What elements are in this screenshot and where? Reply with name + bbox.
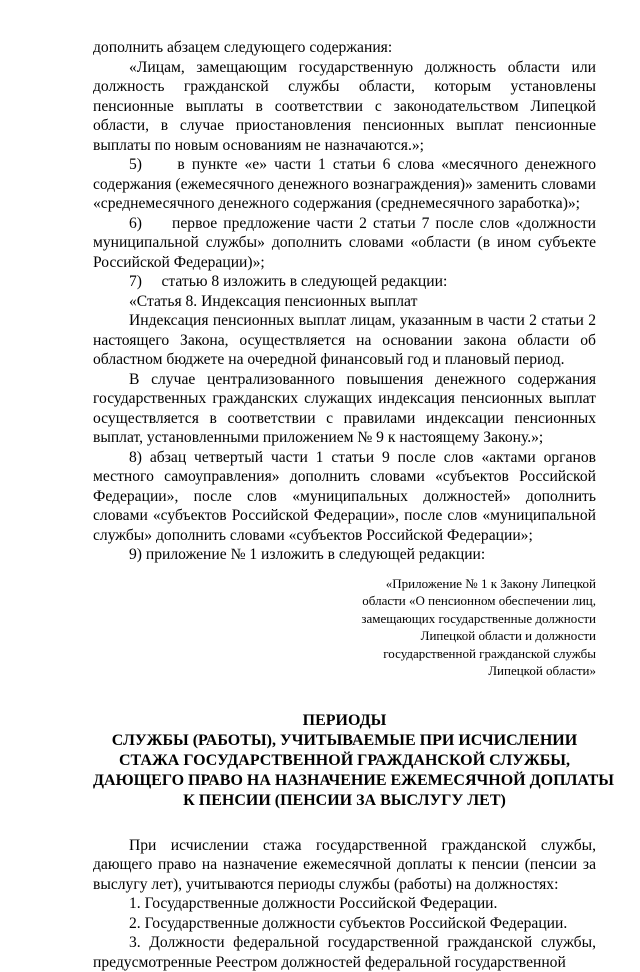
title-line: СТАЖА ГОСУДАРСТВЕННОЙ ГРАЖДАНСКОЙ СЛУЖБЫ, xyxy=(93,751,596,771)
appendix-line: области «О пенсионном обеспечении лиц, xyxy=(307,592,596,610)
paragraph-centralized-increase: В случае централизованного повышения денежного содержания государственных гражданских служащих индексация пенсионных выплат осуществляется в соответствии с правилами индексации пенсионных выплат, установленными приложением № 9 к настоящему Закону.»; xyxy=(93,370,596,448)
appendix-reference xyxy=(93,575,596,680)
paragraph-periods-intro: При исчислении стажа государственной гражданской службы, дающего право на назначение ежемесячной доплаты к пенсии (пенсии за выслугу лет), учитываются периоды службы (работы) на должностях: xyxy=(93,836,596,895)
paragraph-item-9: 9) приложение № 1 изложить в следующей редакции: xyxy=(93,545,596,565)
title-line: ДАЮЩЕГО ПРАВО НА НАЗНАЧЕНИЕ ЕЖЕМЕСЯЧНОЙ ДОПЛАТЫ xyxy=(93,771,596,791)
paragraph-article-8-title: «Статья 8. Индексация пенсионных выплат xyxy=(93,292,596,312)
section-title xyxy=(93,711,596,811)
paragraph-period-2: 2. Государственные должности субъектов Российской Федерации. xyxy=(93,914,596,934)
appendix-line: Липецкой области и должности xyxy=(307,627,596,645)
paragraph-item-6: 6) первое предложение части 2 статьи 7 после слов «должности муниципальной службы» дополнить словами «области (в ином субъекте Российской Федерации)»; xyxy=(93,214,596,273)
appendix-line: Липецкой области» xyxy=(307,662,596,680)
title-line: ПЕРИОДЫ xyxy=(93,711,596,731)
title-line: К ПЕНСИИ (ПЕНСИИ ЗА ВЫСЛУГУ ЛЕТ) xyxy=(93,791,596,811)
appendix-line: замещающих государственные должности xyxy=(307,610,596,628)
paragraph-period-3: 3. Должности федеральной государственной гражданской службы, предусмотренные Реестром должностей федеральной государственной xyxy=(93,933,596,972)
paragraph-item-8: 8) абзац четвертый части 1 статьи 9 после слов «актами органов местного самоуправления» дополнить словами «субъектов Российской Федерации», после слов «муниципальных должностей» дополнить словами «субъектов Российской Федерации», после слов «муниципальной службы» дополнить словами «субъектов Российской Федерации»; xyxy=(93,448,596,546)
title-line: СЛУЖБЫ (РАБОТЫ), УЧИТЫВАЕМЫЕ ПРИ ИСЧИСЛЕНИИ xyxy=(93,731,596,751)
paragraph-intro: дополнить абзацем следующего содержания: xyxy=(93,38,596,58)
periods-section xyxy=(93,836,596,972)
appendix-line: «Приложение № 1 к Закону Липецкой xyxy=(307,575,596,593)
paragraph-item-7: 7) статью 8 изложить в следующей редакции: xyxy=(93,272,596,292)
paragraph-period-1: 1. Государственные должности Российской Федерации. xyxy=(93,894,596,914)
document-content xyxy=(93,38,596,972)
paragraph-quote: «Лицам, замещающим государственную должность области или должность гражданской службы области, которым установлены пенсионные выплаты в соответствии с законодательством Липецкой области, в случае приостановления пенсионных выплат пенсионные выплаты по новым основаниям не назначаются.»; xyxy=(93,58,596,156)
paragraph-indexation: Индексация пенсионных выплат лицам, указанным в части 2 статьи 2 настоящего Закона, осуществляется на основании закона области об областном бюджете на очередной финансовый год и плановый период. xyxy=(93,311,596,370)
appendix-line: государственной гражданской службы xyxy=(307,645,596,663)
paragraph-item-5: 5) в пункте «е» части 1 статьи 6 слова «месячного денежного содержания (ежемесячного денежного вознаграждения)» заменить словами «среднемесячного денежного содержания (среднемесячного заработка)»; xyxy=(93,155,596,214)
